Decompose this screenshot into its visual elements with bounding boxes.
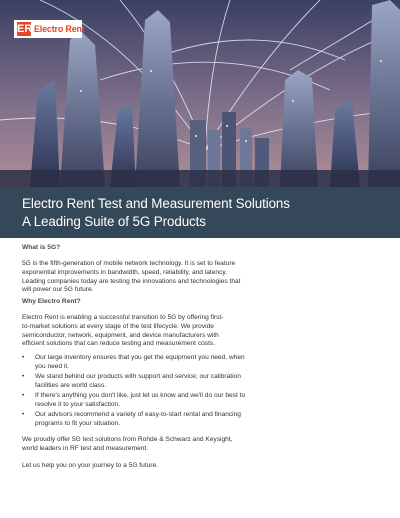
what-is-5g-heading: What is 5G? xyxy=(22,244,61,251)
offer-paragraph xyxy=(22,436,233,454)
bullet-icon: • xyxy=(22,392,25,399)
list-item-line: facilities are world class. xyxy=(35,381,107,389)
paragraph-line: Electro Rent is enabling a successful transition to 5G by offering first- xyxy=(22,314,224,321)
electro-rent-logo xyxy=(14,20,85,38)
paragraph-line: semiconductor, network, equipment, and device manufacturers with xyxy=(22,331,219,339)
paragraph-line: 5G is the fifth-generation of mobile network technology. It is set to feature xyxy=(22,260,236,267)
list-item-line: Our advisors recommend a variety of easy-to-start rental and financing xyxy=(35,411,241,418)
closing-paragraph xyxy=(22,462,158,471)
why-electro-rent-paragraph xyxy=(22,314,223,349)
paragraph-line: will power our 5G future. xyxy=(22,286,94,294)
list-item-line: If there's anything you don't like, just let us know and we'll do our best to xyxy=(35,392,246,399)
paragraph-line: We proudly offer 5G test solutions from Rohde & Schwarz and Keysight, xyxy=(22,436,233,443)
bullet-icon: • xyxy=(22,354,25,361)
logo-wordmark: Electro Rent xyxy=(34,24,85,34)
bullet-icon: • xyxy=(22,411,25,418)
title-line-2: A Leading Suite of 5G Products xyxy=(22,214,206,229)
list-item-line: Our large inventory ensures that you get the equipment you need, when xyxy=(35,354,245,361)
paragraph-line: exponential improvements in bandwidth, speed, reliability, and latency. xyxy=(22,268,228,276)
list-item-line: programs to fit your situation. xyxy=(35,419,121,427)
paragraph-line: efficient solutions that can reduce testing and measurement costs. xyxy=(22,340,216,348)
paragraph-line: Leading companies today are testing the innovations and technologies that xyxy=(22,277,241,285)
logo-mark-icon: ER xyxy=(17,23,33,35)
title-line-1: Electro Rent Test and Measurement Solutions xyxy=(22,196,290,211)
hero-image xyxy=(0,0,400,187)
paragraph-line: world leaders in RF test and measurement. xyxy=(22,444,149,452)
list-item-line: resolve it to your satisfaction. xyxy=(35,400,121,408)
why-electro-rent-heading: Why Electro Rent? xyxy=(22,298,81,305)
paragraph-line: Let us help you on your journey to a 5G future. xyxy=(22,462,158,469)
list-item-line: you need it. xyxy=(35,362,70,370)
title-band xyxy=(0,187,400,238)
paragraph-line: to-market solutions at every stage of the test lifecycle. We provide xyxy=(22,322,214,330)
bullet-icon: • xyxy=(22,373,25,380)
list-item-line: We stand behind our products with support and service; our calibration xyxy=(35,373,241,380)
what-is-5g-paragraph xyxy=(22,260,240,295)
